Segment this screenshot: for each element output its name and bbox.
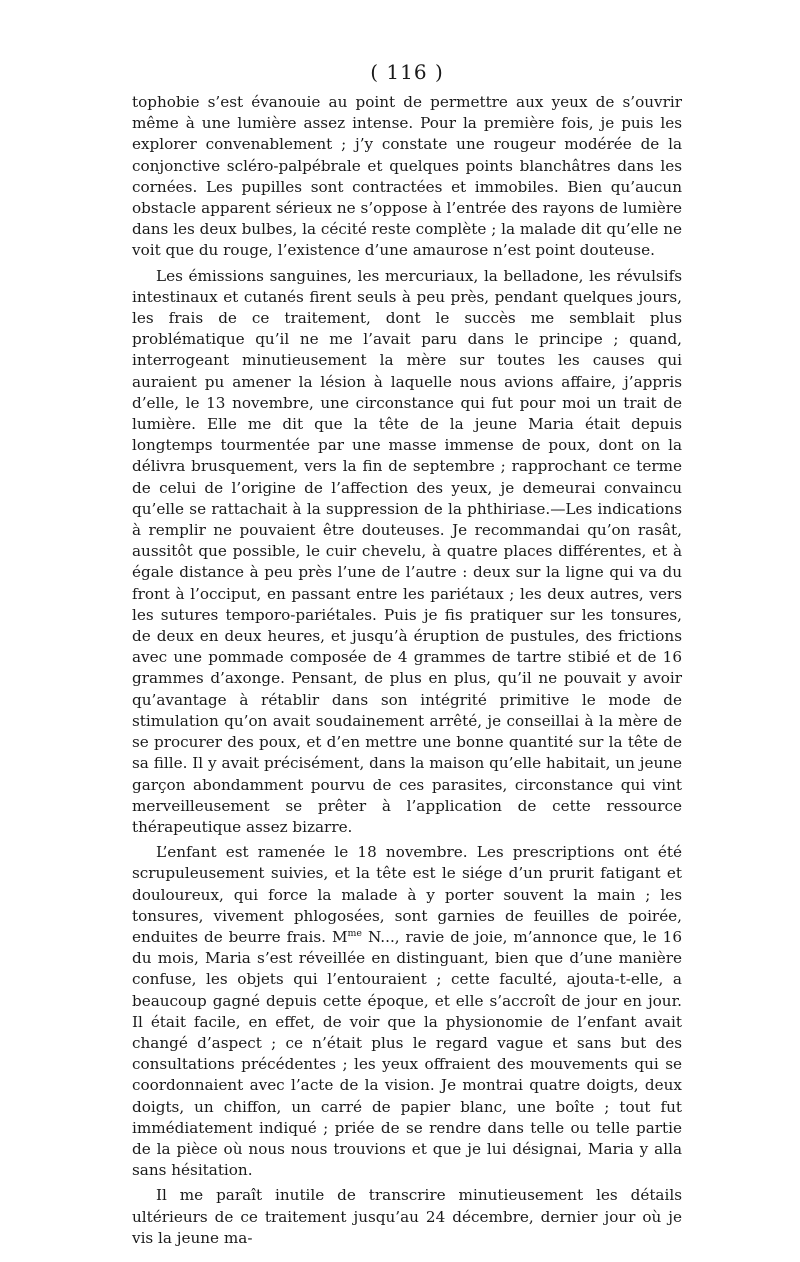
page-number: ( 116 ) <box>370 60 444 84</box>
paragraph-return-visit: L’enfant est ramenée le 18 novembre. Les prescriptions ont été scrupuleusement suivies, et la tête est le siége d’un prurit fatigant et douloureux, qui force la malade à y porter souvent la main ; les tonsures, vivement phlogosées, sont garnies de feuilles de poirée, enduites de beurre frais. $M^{me}$ N..., ravie de joie, m’annonce que, le 16 du mois, Maria s’est réveillée en distinguant, bien que d’une manière confuse, les objets qui l’entouraient ; cette faculté, ajouta-t-elle, a beaucoup gagné depuis cette époque, et elle s’accroît de jour en jour. Il était facile, en effet, de voir que la physionomie de l’enfant avait changé d’aspect ; ce n’était plus le regard vague et sans but des consultations précédentes ; les yeux offraient des mouvements qui se coordonnaient avec l’acte de la vision. Je montrai quatre doigts, deux doigts, un chiffon, un carré de papier blanc, une boîte ; tout fut immédiatement indiqué ; priée de se rendre dans telle ou telle partie de la pièce où nous nous trouvions et que je lui désignai, Maria y alla sans hésitation. <box>132 843 682 1180</box>
paragraph-conclusion: Il me paraît inutile de transcrire minutieusement les détails ultérieurs de ce traitement jusqu’au 24 décembre, dernier jour où je vis la jeune ma- <box>132 1186 682 1247</box>
paragraph-continuation: tophobie s’est évanouie au point de permettre aux yeux de s’ouvrir même à une lumière assez intense. Pour la première fois, je puis les explorer convenablement ; j’y constate une rougeur modérée de la conjonctive scléro-palpébrale et quelques points blanchâtres dans les cornées. Les pupilles sont contractées et immobiles. Bien qu’aucun obstacle apparent sérieux ne s’oppose à l’entrée des rayons de lumière dans les deux bulbes, la cécité reste complète ; la malade dit qu’elle ne voit que du rouge, l’existence d’une amaurose n’est point douteuse. <box>132 93 682 260</box>
paragraph-treatment: Les émissions sanguines, les mercuriaux, la belladone, les révulsifs intestinaux et cutanés firent seuls à peu près, pendant quelques jours, les frais de ce traitement, dont le succès me semblait plus problématique qu’il ne me l’avait paru dans le principe ; quand, interrogeant minutieusement la mère sur toutes les causes qui auraient pu amener la lésion à laquelle nous avions affaire, j’appris d’elle, le 13 novembre, une circonstance qui fut pour moi un trait de lumière. Elle me dit que la tête de la jeune Maria était depuis longtemps tourmentée par une masse immense de poux, dont on la délivra brusquement, vers la fin de septembre ; rapprochant ce terme de celui de l’origine de l’affection des yeux, je demeurai convaincu qu’elle se rattachait à la suppression de la phthiriase.—Les indications à remplir ne pouvaient être douteuses. Je recommandai qu’on rasât, aussitôt que possible, le cuir chevelu, à quatre places différentes, et à égale distance à peu près l’une de l’autre : deux sur la ligne qui va du front à l’occiput, en passant entre les pariétaux ; les deux autres, vers les sutures temporo-pariétales. Puis je fis pratiquer sur les tonsures, de deux en deux heures, et jusqu’à éruption de pustules, des frictions avec une pommade composée de 4 grammes de tartre stibié et de 16 grammes d’axonge. Pensant, de plus en plus, qu’il ne pouvait y avoir qu’avantage à rétablir dans son intégrité primitive le mode de stimulation qu’on avait soudainement arrêté, je conseillai à la mère de se procurer des poux, et d’en mettre une bonne quantité sur la tête de sa fille. Il y avait précisément, dans la maison qu’elle habitait, un jeune garçon abondamment pourvu de ces parasites, circonstance qui vint merveilleusement se prêter à l’application de cette ressource thérapeutique assez bizarre. <box>132 266 682 836</box>
